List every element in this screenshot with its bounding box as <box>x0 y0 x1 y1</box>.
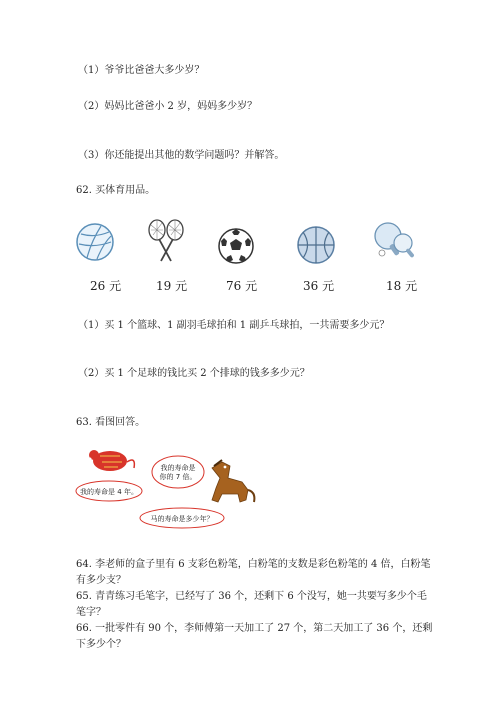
price-badminton: 19 元 <box>156 279 188 293</box>
question-1: （1）爷爷比爸爸大多少岁？ <box>78 65 205 76</box>
price-soccer: 76 元 <box>226 279 258 293</box>
price-basketball: 36 元 <box>303 279 335 293</box>
question-2: （2）妈妈比爸爸小 2 岁，妈妈多少岁？ <box>78 101 258 112</box>
horse-bubble-line2: 你的 7 倍。 <box>159 473 197 481</box>
volleyball-icon <box>75 222 115 262</box>
price-ping-pong: 18 元 <box>386 279 418 293</box>
basketball-icon <box>296 225 336 265</box>
problem-62-question-2: （2）买 1 个足球的钱比买 2 个排球的钱多多少元？ <box>78 368 310 379</box>
problem-62-question-1: （1）买 1 个篮球、1 副羽毛球拍和 1 副乒乓球拍，一共需要多少元？ <box>78 320 390 331</box>
problem-63-title: 63. 看图回答。 <box>76 417 146 428</box>
horse-bubble-line1: 我的寿命是 <box>160 464 196 472</box>
problem-66: 66. 一批零件有 90 个，李师傅第一天加工了 27 个，第二天加工了 36 个，还剩下多少个？ <box>76 623 433 650</box>
price-volleyball: 26 元 <box>90 279 122 293</box>
soccer-ball-icon <box>217 227 255 265</box>
badminton-rackets-icon <box>145 219 187 263</box>
problem-65: 65. 青青练习毛笔字，已经写了 36 个，还剩下 6 个没写，她一共要写多少个毛笔字？ <box>76 591 427 618</box>
question-3: （3）你还能提出其他的数学问题吗？并解答。 <box>78 150 285 161</box>
mouse-bubble-text: 我的寿命是 4 年。 <box>80 488 138 496</box>
horse-icon <box>212 460 254 502</box>
problem-62-title: 62. 买体育用品。 <box>76 185 156 196</box>
problem-64: 64. 李老师的盒子里有 6 支彩色粉笔，白粉笔的支数是彩色粉笔的 4 倍，白粉笔有多少支？ <box>76 559 431 586</box>
problem-63-illustration <box>72 442 262 532</box>
ping-pong-paddles-icon <box>372 220 420 260</box>
question-bubble-text: 马的寿命是多少年？ <box>150 515 214 523</box>
mouse-icon <box>89 450 135 471</box>
